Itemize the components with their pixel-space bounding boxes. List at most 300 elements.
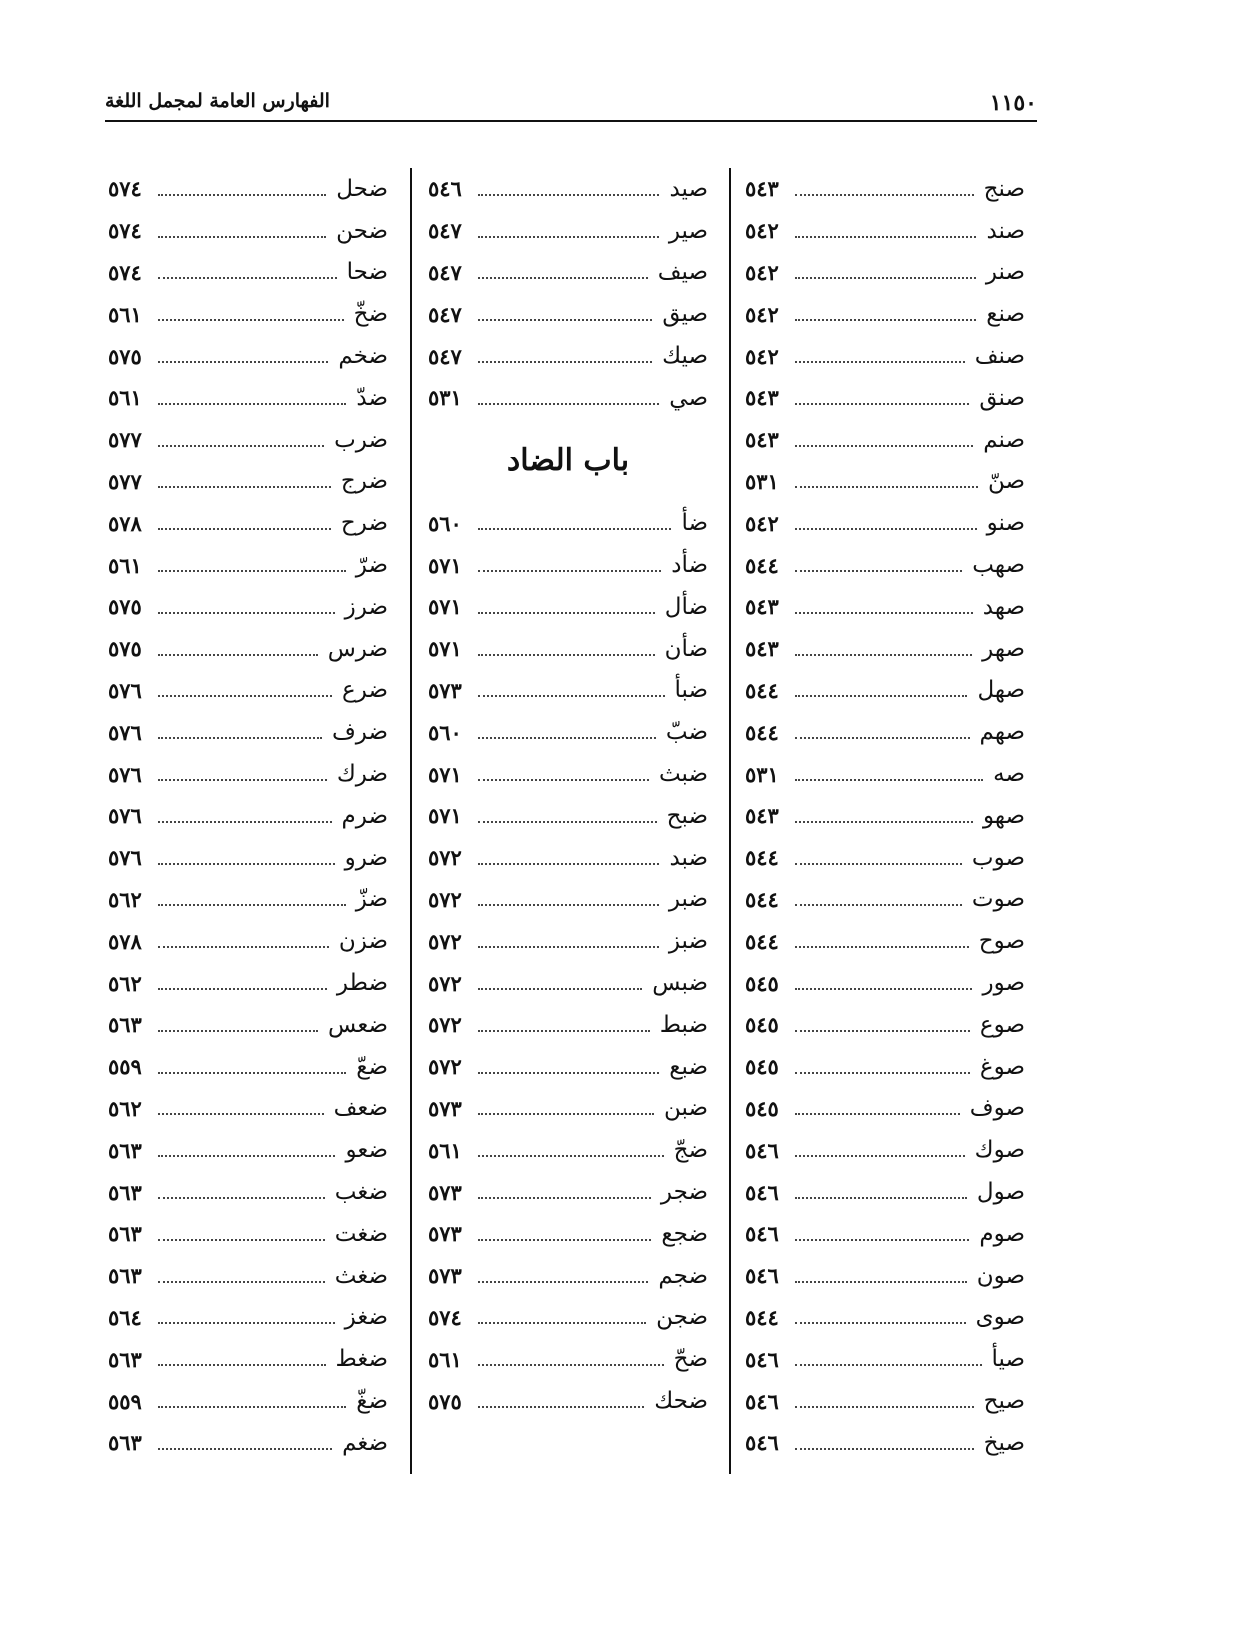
entry-page-number: ٥٧١ — [428, 761, 462, 787]
dot-leader — [478, 737, 656, 739]
entry-word: ضزّ — [355, 886, 388, 913]
dot-leader — [158, 1155, 335, 1157]
entry-word: صيد — [669, 175, 708, 202]
entry-page-number: ٥٤٣ — [745, 803, 779, 829]
entry-page-number: ٥٦٣ — [108, 1221, 142, 1247]
dot-leader — [795, 1030, 970, 1032]
entry-page-number: ٥٤٦ — [428, 176, 462, 202]
dot-leader — [478, 946, 659, 948]
entry-word: صهد — [982, 593, 1025, 620]
entry-page-number: ٥٧٢ — [428, 970, 462, 996]
entry-page-number: ٥٧٣ — [428, 1095, 462, 1121]
index-entry — [108, 461, 388, 503]
index-entry — [108, 711, 388, 753]
index-entry — [108, 1255, 388, 1297]
index-entry — [745, 1088, 1025, 1130]
dot-leader — [795, 486, 978, 488]
entry-page-number: ٥٤٦ — [745, 1179, 779, 1205]
dot-leader — [795, 654, 972, 656]
entry-word: صهم — [979, 719, 1025, 746]
dot-leader — [478, 1030, 650, 1032]
entry-word: صهب — [972, 552, 1025, 579]
column-divider — [410, 168, 412, 1474]
index-entry — [108, 168, 388, 210]
entry-word: صنق — [979, 384, 1025, 411]
dot-leader — [478, 695, 665, 697]
entry-page-number: ٥٤٣ — [745, 636, 779, 662]
entry-word: ضأن — [664, 635, 708, 662]
entry-word: ضبأ — [674, 677, 708, 704]
index-entry — [745, 544, 1025, 586]
entry-word: ضجّ — [673, 1137, 708, 1164]
dot-leader — [478, 361, 652, 363]
entry-word: صيق — [662, 301, 708, 328]
dot-leader — [478, 236, 659, 238]
index-entry — [108, 1338, 388, 1380]
entry-word: ضرك — [336, 761, 388, 788]
dot-leader — [795, 570, 962, 572]
entry-page-number: ٥٦١ — [108, 552, 142, 578]
dot-leader — [158, 1113, 324, 1115]
dot-leader — [478, 1281, 648, 1283]
entry-word: ضرّ — [355, 552, 388, 579]
index-entry — [108, 795, 388, 837]
dot-leader — [158, 695, 332, 697]
index-entry — [108, 879, 388, 921]
index-entry — [108, 1004, 388, 1046]
index-entry — [108, 377, 388, 419]
entry-page-number: ٥٧٣ — [428, 677, 462, 703]
index-entry — [428, 168, 708, 210]
entry-word: ضعو — [345, 1137, 388, 1164]
entry-page-number: ٥٤٦ — [745, 1346, 779, 1372]
entry-page-number: ٥٦١ — [108, 385, 142, 411]
index-entry — [745, 962, 1025, 1004]
entry-word: صنم — [983, 426, 1025, 453]
index-entry — [745, 1255, 1025, 1297]
dot-leader — [478, 1406, 644, 1408]
entry-page-number: ٥٦٣ — [108, 1179, 142, 1205]
entry-page-number: ٥٣١ — [428, 385, 462, 411]
entry-word: ضعّ — [356, 1053, 388, 1080]
index-entry — [428, 502, 708, 544]
index-entry — [108, 1422, 388, 1464]
dot-leader — [158, 1030, 318, 1032]
dot-leader — [795, 946, 969, 948]
entry-page-number: ٥٤٤ — [745, 845, 779, 871]
entry-word: ضحل — [336, 175, 388, 202]
entry-page-number: ٥٧٤ — [108, 176, 142, 202]
index-entry — [745, 586, 1025, 628]
dot-leader — [158, 1197, 325, 1199]
entry-word: ضرف — [331, 719, 388, 746]
entry-page-number: ٥٧١ — [428, 636, 462, 662]
entry-word: صوف — [969, 1095, 1025, 1122]
entry-page-number: ٥٤٣ — [745, 594, 779, 620]
index-entry — [428, 1129, 708, 1171]
dot-leader — [795, 1281, 967, 1283]
entry-page-number: ٥٧٢ — [428, 845, 462, 871]
entry-word: ضبث — [658, 761, 708, 788]
entry-page-number: ٥٤٢ — [745, 510, 779, 536]
index-entry — [108, 1380, 388, 1422]
entry-page-number: ٥٤٢ — [745, 301, 779, 327]
dot-leader — [158, 403, 346, 405]
index-entry — [428, 879, 708, 921]
entry-page-number: ٥٧٥ — [428, 1388, 462, 1414]
entry-word: ضرو — [344, 844, 388, 871]
dot-leader — [795, 904, 962, 906]
entry-word: ضزن — [338, 928, 388, 955]
entry-word: ضرج — [340, 468, 388, 495]
entry-word: ضجم — [658, 1262, 708, 1289]
entry-word: صه — [993, 761, 1025, 788]
index-entry — [745, 335, 1025, 377]
entry-page-number: ٥٧٦ — [108, 677, 142, 703]
entry-page-number: ٥٦٠ — [428, 510, 462, 536]
index-entry — [745, 461, 1025, 503]
dot-leader — [795, 1448, 974, 1450]
entry-page-number: ٥٦٢ — [108, 886, 142, 912]
index-entry — [745, 1004, 1025, 1046]
entry-page-number: ٥٧٨ — [108, 928, 142, 954]
index-entry — [428, 335, 708, 377]
index-entry — [745, 1046, 1025, 1088]
index-entry — [428, 210, 708, 252]
dot-leader — [158, 1406, 346, 1408]
index-entry — [745, 670, 1025, 712]
index-list-middle-bottom — [428, 502, 708, 1422]
entry-page-number: ٥٧٧ — [108, 468, 142, 494]
index-entry — [108, 1171, 388, 1213]
entry-page-number: ٥٤٤ — [745, 552, 779, 578]
entry-page-number: ٥٦١ — [428, 1346, 462, 1372]
entry-page-number: ٥٦٣ — [108, 1137, 142, 1163]
entry-word: ضعف — [333, 1095, 388, 1122]
dot-leader — [795, 863, 962, 865]
entry-page-number: ٥٧٥ — [108, 636, 142, 662]
entry-word: ضبح — [666, 802, 708, 829]
index-entry — [108, 586, 388, 628]
index-entry — [745, 1422, 1025, 1464]
dot-leader — [158, 194, 326, 196]
dot-leader — [478, 277, 648, 279]
dot-leader — [158, 570, 346, 572]
index-entry — [745, 1297, 1025, 1339]
dot-leader — [158, 1448, 332, 1450]
index-entry — [745, 210, 1025, 252]
entry-word: ضغب — [334, 1179, 388, 1206]
dot-leader — [795, 695, 967, 697]
entry-page-number: ٥٥٩ — [108, 1054, 142, 1080]
index-entry — [428, 628, 708, 670]
entry-page-number: ٥٧٢ — [428, 1054, 462, 1080]
entry-page-number: ٥٥٩ — [108, 1388, 142, 1414]
entry-word: صنج — [983, 175, 1025, 202]
index-entry — [428, 670, 708, 712]
dot-leader — [158, 946, 329, 948]
dot-leader — [795, 1364, 982, 1366]
entry-word: صهو — [982, 802, 1025, 829]
dot-leader — [158, 277, 337, 279]
dot-leader — [158, 1239, 325, 1241]
entry-page-number: ٥٤٣ — [745, 427, 779, 453]
entry-page-number: ٥٤٧ — [428, 218, 462, 244]
index-entry — [428, 377, 708, 419]
dot-leader — [795, 779, 983, 781]
dot-leader — [478, 1197, 651, 1199]
entry-word: ضعس — [328, 1011, 388, 1038]
page-number: ١١٥٠ — [989, 90, 1037, 116]
entry-page-number: ٥٧٦ — [108, 761, 142, 787]
dot-leader — [478, 904, 659, 906]
index-entry — [428, 544, 708, 586]
entry-page-number: ٥٧٦ — [108, 719, 142, 745]
index-entry — [108, 628, 388, 670]
index-entry — [108, 753, 388, 795]
index-column-right — [745, 168, 1025, 1464]
entry-word: ضحّ — [673, 1346, 708, 1373]
entry-page-number: ٥٧٥ — [108, 594, 142, 620]
index-entry — [745, 293, 1025, 335]
index-entry — [428, 711, 708, 753]
entry-word: صي — [669, 384, 708, 411]
entry-word: صنر — [985, 259, 1025, 286]
entry-page-number: ٥٧٢ — [428, 1012, 462, 1038]
index-entry — [745, 837, 1025, 879]
dot-leader — [478, 1155, 664, 1157]
entry-word: ضأ — [681, 510, 708, 537]
entry-page-number: ٥٧٤ — [428, 1304, 462, 1330]
dot-leader — [158, 612, 335, 614]
dot-leader — [158, 1364, 326, 1366]
entry-page-number: ٥٤٦ — [745, 1263, 779, 1289]
index-entry — [108, 1297, 388, 1339]
dot-leader — [795, 988, 972, 990]
entry-word: ضدّ — [356, 384, 388, 411]
dot-leader — [158, 1072, 346, 1074]
entry-word: ضخّ — [353, 301, 388, 328]
entry-word: ضبط — [659, 1011, 708, 1038]
dot-leader — [478, 528, 671, 530]
entry-word: ضخم — [338, 343, 388, 370]
dot-leader — [795, 737, 970, 739]
entry-word: ضغز — [344, 1304, 388, 1331]
entry-word: صوب — [971, 844, 1025, 871]
entry-word: ضبر — [668, 886, 708, 913]
entry-word: صهل — [977, 677, 1025, 704]
index-entry — [745, 1380, 1025, 1422]
dot-leader — [795, 445, 973, 447]
dot-leader — [795, 612, 973, 614]
index-entry — [108, 670, 388, 712]
entry-word: صور — [982, 970, 1025, 997]
entry-page-number: ٥٧١ — [428, 552, 462, 578]
index-entry — [428, 1171, 708, 1213]
index-entry — [428, 1338, 708, 1380]
entry-word: ضرح — [340, 510, 388, 537]
dot-leader — [795, 1322, 966, 1324]
entry-word: صند — [986, 217, 1025, 244]
entry-page-number: ٥٤٤ — [745, 928, 779, 954]
dot-leader — [795, 1155, 965, 1157]
entry-word: ضأل — [664, 593, 708, 620]
index-entry — [745, 377, 1025, 419]
dot-leader — [478, 988, 642, 990]
entry-page-number: ٥٦٣ — [108, 1430, 142, 1456]
dot-leader — [478, 821, 657, 823]
entry-word: صيخ — [983, 1429, 1025, 1456]
dot-leader — [158, 821, 332, 823]
index-entry — [745, 795, 1025, 837]
running-title: الفهارس العامة لمجمل اللغة — [105, 90, 330, 112]
entry-page-number: ٥٦٢ — [108, 970, 142, 996]
dot-leader — [478, 570, 661, 572]
index-entry — [108, 419, 388, 461]
entry-page-number: ٥٦٤ — [108, 1304, 142, 1330]
dot-leader — [478, 863, 659, 865]
entry-page-number: ٥٧١ — [428, 594, 462, 620]
dot-leader — [158, 361, 328, 363]
entry-word: ضرس — [327, 635, 388, 662]
dot-leader — [478, 779, 649, 781]
entry-word: ضغث — [334, 1262, 388, 1289]
dot-leader — [795, 1239, 969, 1241]
entry-page-number: ٥٧٢ — [428, 886, 462, 912]
dot-leader — [795, 1197, 967, 1199]
entry-page-number: ٥٤٤ — [745, 1304, 779, 1330]
index-entry — [428, 1255, 708, 1297]
entry-word: صوع — [979, 1011, 1025, 1038]
entry-word: ضغم — [342, 1429, 388, 1456]
entry-word: صون — [976, 1262, 1025, 1289]
column-divider — [729, 168, 731, 1474]
index-entry — [108, 920, 388, 962]
index-entry — [108, 1213, 388, 1255]
entry-word: ضطر — [336, 970, 388, 997]
dot-leader — [158, 779, 327, 781]
entry-word: ضأد — [671, 552, 708, 579]
dot-leader — [795, 821, 973, 823]
index-entry — [745, 419, 1025, 461]
index-entry — [745, 502, 1025, 544]
entry-word: صير — [668, 217, 708, 244]
index-entry — [428, 920, 708, 962]
index-entry — [428, 1088, 708, 1130]
entry-page-number: ٥٦٢ — [108, 1095, 142, 1121]
index-entry — [428, 293, 708, 335]
entry-page-number: ٥٧٣ — [428, 1179, 462, 1205]
index-entry — [428, 1046, 708, 1088]
entry-page-number: ٥٤٤ — [745, 719, 779, 745]
entry-page-number: ٥٧٦ — [108, 803, 142, 829]
dot-leader — [795, 236, 976, 238]
entry-word: ضجن — [656, 1304, 708, 1331]
dot-leader — [478, 319, 652, 321]
entry-word: ضبز — [668, 928, 708, 955]
entry-page-number: ٥٤٣ — [745, 385, 779, 411]
entry-page-number: ٥٤٦ — [745, 1221, 779, 1247]
entry-page-number: ٥٧٨ — [108, 510, 142, 536]
entry-page-number: ٥٤٤ — [745, 677, 779, 703]
index-column-middle — [428, 168, 708, 1422]
entry-page-number: ٥٤٦ — [745, 1388, 779, 1414]
entry-page-number: ٥٤٥ — [745, 1095, 779, 1121]
entry-word: ضرب — [334, 426, 388, 453]
index-entry — [108, 544, 388, 586]
entry-word: صول — [976, 1179, 1025, 1206]
entry-page-number: ٥٦٣ — [108, 1346, 142, 1372]
index-entry — [108, 502, 388, 544]
index-entry — [745, 879, 1025, 921]
index-column-left — [108, 168, 388, 1464]
index-entry — [428, 1004, 708, 1046]
entry-word: ضغّ — [356, 1388, 388, 1414]
entry-word: صيك — [662, 343, 708, 370]
entry-page-number: ٥٧٢ — [428, 928, 462, 954]
index-entry — [428, 753, 708, 795]
entry-word: ضبن — [664, 1095, 708, 1122]
entry-word: صوغ — [979, 1053, 1025, 1080]
entry-word: ضرع — [342, 677, 388, 704]
entry-word: ضجر — [660, 1179, 708, 1206]
dot-leader — [795, 403, 969, 405]
entry-word: ضغت — [334, 1220, 388, 1247]
index-entry — [745, 1171, 1025, 1213]
dot-leader — [478, 1113, 654, 1115]
entry-page-number: ٥٧٤ — [108, 218, 142, 244]
entry-word: صوح — [978, 928, 1025, 955]
entry-page-number: ٥٤٢ — [745, 218, 779, 244]
entry-word: ضبس — [652, 970, 708, 997]
entry-page-number: ٥٤٢ — [745, 259, 779, 285]
index-entry — [428, 252, 708, 294]
entry-page-number: ٥٤٥ — [745, 1054, 779, 1080]
entry-page-number: ٥٦٣ — [108, 1012, 142, 1038]
dot-leader — [158, 236, 326, 238]
index-entry — [428, 962, 708, 1004]
index-entry — [428, 837, 708, 879]
index-entry — [108, 335, 388, 377]
dot-leader — [158, 1322, 335, 1324]
index-entry — [745, 711, 1025, 753]
entry-page-number: ٥٤٦ — [745, 1430, 779, 1456]
entry-page-number: ٥٣١ — [745, 468, 779, 494]
entry-word: ضبد — [669, 844, 708, 871]
index-entry — [745, 920, 1025, 962]
entry-page-number: ٥٦١ — [108, 301, 142, 327]
entry-word: صوت — [971, 886, 1025, 913]
dot-leader — [158, 528, 331, 530]
index-entry — [745, 1129, 1025, 1171]
entry-word: صنو — [986, 510, 1025, 537]
index-entry — [428, 795, 708, 837]
index-entry — [428, 586, 708, 628]
dot-leader — [478, 1239, 651, 1241]
entry-page-number: ٥٧٣ — [428, 1221, 462, 1247]
dot-leader — [478, 654, 655, 656]
dot-leader — [795, 277, 976, 279]
dot-leader — [478, 403, 659, 405]
index-entry — [428, 1380, 708, 1422]
entry-page-number: ٥٤٧ — [428, 259, 462, 285]
entry-page-number: ٥٦٣ — [108, 1263, 142, 1289]
entry-page-number: ٥٦١ — [428, 1137, 462, 1163]
index-entry — [108, 293, 388, 335]
dot-leader — [795, 319, 976, 321]
dot-leader — [158, 445, 324, 447]
dot-leader — [158, 904, 346, 906]
